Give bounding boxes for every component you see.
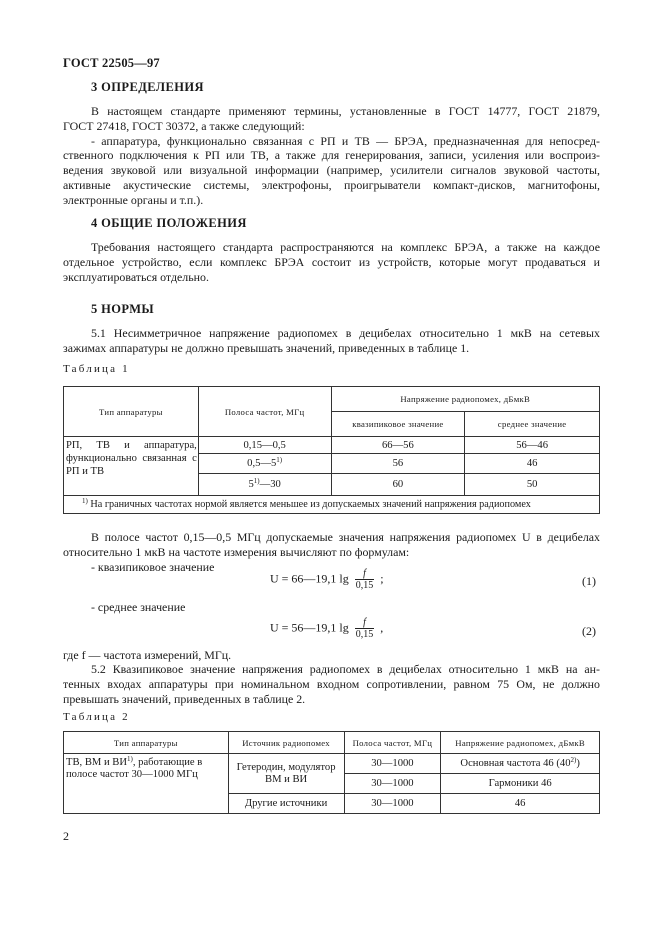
table-cell: 66—56 <box>331 437 465 454</box>
section-3-title: 3 ОПРЕДЕЛЕНИЯ <box>91 80 204 94</box>
text-line: отдельное устройство, если комплекс БРЭА состоит из устройств, которые могут продаваться и <box>63 254 600 269</box>
table-1-header-avg: среднее значение <box>465 412 600 437</box>
table-2-header-type: Тип аппаратуры <box>64 732 229 754</box>
clause-5-1-text <box>63 326 600 356</box>
text-line: тенных входах аппаратуры при номинальном входном сопротивлении, равном 75 Ом, не должно <box>63 676 600 691</box>
text-line: превышать значений, приведенных в таблице 2. <box>63 691 306 706</box>
table-cell: 56—46 <box>465 437 600 454</box>
table-1-footnote: $^{1)}$ На граничных частотах нормой является меньшее из допускаемых значений напряжения радиопомех <box>64 496 600 514</box>
text-line: ГОСТ 27418, ГОСТ 30372, а также следующий: <box>63 118 305 133</box>
text-line: - аппаратура, функционально связанная с РП и ТВ — БРЭА, предназначенная для непосред- <box>91 133 600 148</box>
table-cell: 30—1000 <box>344 774 441 794</box>
formula-2: U = 56—19,1 lg $\frac{f}{0,15}$ , <box>270 617 384 640</box>
text-line: В полосе частот 0,15—0,5 МГц допускаемые значения напряжения радиопомех U в децибелах <box>91 530 600 544</box>
section-5-title: 5 НОРМЫ <box>91 302 155 316</box>
formula-1-number: (1) <box>582 574 596 588</box>
text-line: Требования настоящего стандарта распространяются на комплекс БРЭА, а также на каждое <box>91 240 600 254</box>
table-2-header-voltage: Напряжение радиопомех, дБмкВ <box>441 732 600 754</box>
text-line: ведения звуковой или визуальной информации (например, усилители сигналов звуковой частоты, <box>63 163 600 178</box>
text-line: 5.2 Квазипиковое значение напряжения радиопомех в децибелах относительно 1 мкВ на ан- <box>91 662 600 676</box>
table-cell: 46 <box>441 794 600 814</box>
table-cell: 30—1000 <box>344 794 441 814</box>
text-line: электронные органы и т.п.). <box>63 192 204 207</box>
table-2-header-band: Полоса частот, МГц <box>344 732 441 754</box>
text-line: эксплуатироваться отдельно. <box>63 269 209 284</box>
table-1-header-band: Полоса частот, МГц <box>198 387 331 437</box>
table-cell: 0,5—5$^{1)}$ <box>198 454 331 474</box>
table-2-source-heterodyne: Гетеродин, модулятор ВМ и ВИ <box>228 754 344 794</box>
formula-1: U = 66—19,1 lg $\frac{f}{0,15}$ ; <box>270 568 384 591</box>
table-2-header-source: Источник радиопомех <box>228 732 344 754</box>
text-line: ственного подключения к РП или ТВ, а также для генерирования, записи, усиления или воспроиз- <box>63 148 600 163</box>
table-1-caption: Таблица 1 <box>63 363 130 375</box>
table-1-header-type: Тип аппаратуры <box>64 387 199 437</box>
text-line: зажимах аппаратуры не должно превышать значений, приведенных в таблице 1. <box>63 340 470 355</box>
clause-5-2-text <box>63 662 600 706</box>
table-1 <box>63 386 600 514</box>
formula-2-number: (2) <box>582 624 596 638</box>
table-cell: 0,15—0,5 <box>198 437 331 454</box>
document-code: ГОСТ 22505—97 <box>63 56 160 70</box>
page-number: 2 <box>63 829 69 843</box>
table-cell: 56 <box>331 454 465 474</box>
section-3-text <box>63 104 600 208</box>
table-1-type-cell: РП, ТВ и аппаратура, функционально связанная с РП и ТВ <box>64 437 199 496</box>
section-4-title: 4 ОБЩИЕ ПОЛОЖЕНИЯ <box>91 216 247 230</box>
table-cell: 50 <box>465 474 600 496</box>
table-cell: 60 <box>331 474 465 496</box>
item-average: - среднее значение <box>91 600 186 614</box>
table-2 <box>63 731 600 814</box>
table-2-caption: Таблица 2 <box>63 711 130 723</box>
section-4-text <box>63 240 600 284</box>
table-cell: 5$^{1)}$—30 <box>198 474 331 496</box>
table-cell: 46 <box>465 454 600 474</box>
table-2-type-cell: ТВ, ВМ и ВИ$^{1)}$, работающие в полосе частот 30—1000 МГц <box>64 754 229 814</box>
text-line: В настоящем стандарте применяют термины, установленные в ГОСТ 14777, ГОСТ 21879, <box>91 104 600 118</box>
table-cell: Основная частота 46 (40$^{2)}$) <box>441 754 600 774</box>
table-cell: Гармоники 46 <box>441 774 600 794</box>
table-1-header-voltage: Напряжение радиопомех, дБмкВ <box>331 387 600 412</box>
formula-variable-note: где f — частота измерений, МГц. <box>63 648 232 662</box>
text-line: 5.1 Несимметричное напряжение радиопомех в децибелах относительно 1 мкВ на сетевых <box>91 326 600 340</box>
item-quasi-peak: - квазипиковое значение <box>91 560 215 574</box>
table-2-source-other: Другие источники <box>228 794 344 814</box>
formula-intro-text <box>63 530 600 560</box>
text-line: активные акустические системы, электрофоны, проигрыватели компакт-дисков, магнитофоны, <box>63 177 600 192</box>
table-1-header-qp: квазипиковое значение <box>331 412 465 437</box>
table-cell: 30—1000 <box>344 754 441 774</box>
text-line: относительно 1 мкВ на частоте измерения вычисляют по формулам: <box>63 544 410 559</box>
